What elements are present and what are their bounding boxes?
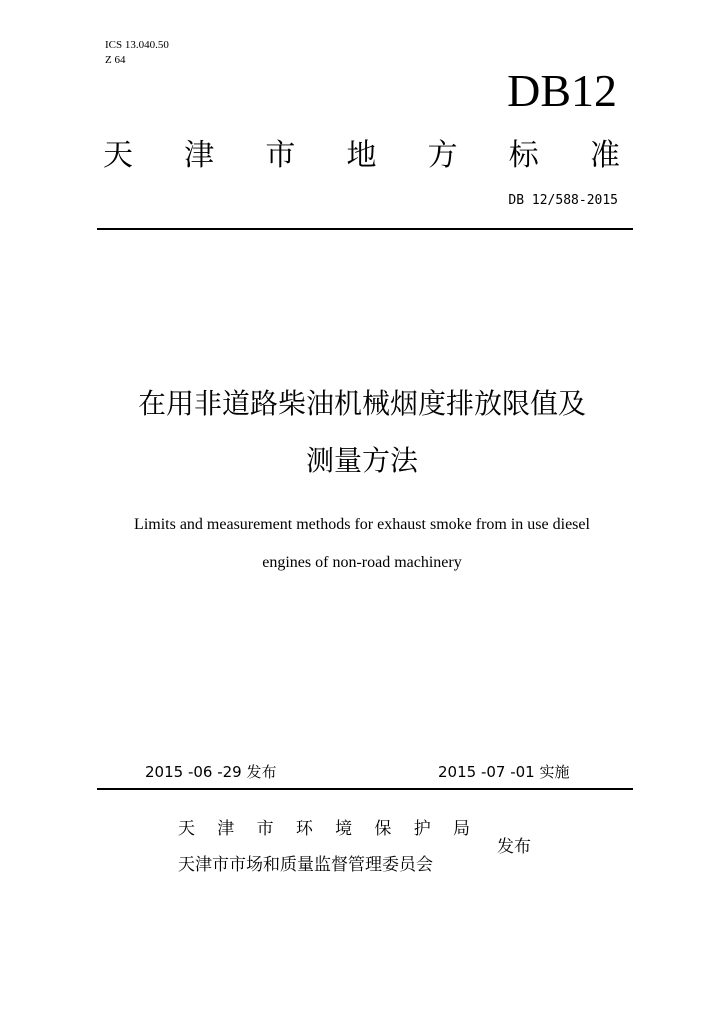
ics-code: ICS 13.040.50 [105, 39, 169, 51]
title-chinese-line2: 测量方法 [305, 444, 418, 477]
issuer-market-quality-committee: 天津市市场和质量监督管理委员会 [178, 855, 433, 875]
title-chinese-line1: 在用非道路柴油机械烟度排放限值及 [137, 387, 586, 420]
standard-name-char: 津 [184, 138, 215, 173]
title-english-line1: Limits and measurement methods for exhaust smoke from in use diesel [134, 516, 590, 533]
issuer-environmental-bureau [178, 817, 470, 841]
classification-code: Z 64 [105, 54, 126, 66]
standard-name-char: 方 [427, 138, 458, 173]
top-divider [97, 228, 633, 230]
standard-name-char: 准 [589, 138, 620, 173]
issuer-char: 局 [452, 819, 470, 839]
issuer-char: 市 [256, 819, 274, 839]
issuer-char: 护 [413, 819, 431, 839]
db-code-logo: DB12 [507, 65, 617, 116]
bottom-divider [97, 788, 633, 790]
standard-name-char: 地 [346, 138, 377, 173]
publish-label: 发布 [497, 837, 531, 857]
issuer-char: 环 [295, 819, 313, 839]
issuer-char: 天 [178, 819, 195, 839]
issuer-char: 保 [374, 819, 392, 839]
standard-name [103, 136, 620, 176]
issue-date: 2015 -06 -29 发布 [145, 763, 277, 781]
title-english-line2: engines of non-road machinery [262, 554, 462, 571]
implementation-date: 2015 -07 -01 实施 [438, 763, 570, 781]
issuer-char: 境 [335, 819, 353, 839]
standard-name-char: 标 [508, 138, 539, 173]
standard-name-char: 市 [265, 138, 296, 173]
standard-number: DB 12/588-2015 [508, 193, 618, 208]
issuer-char: 津 [217, 819, 235, 839]
standard-name-char: 天 [103, 138, 133, 173]
